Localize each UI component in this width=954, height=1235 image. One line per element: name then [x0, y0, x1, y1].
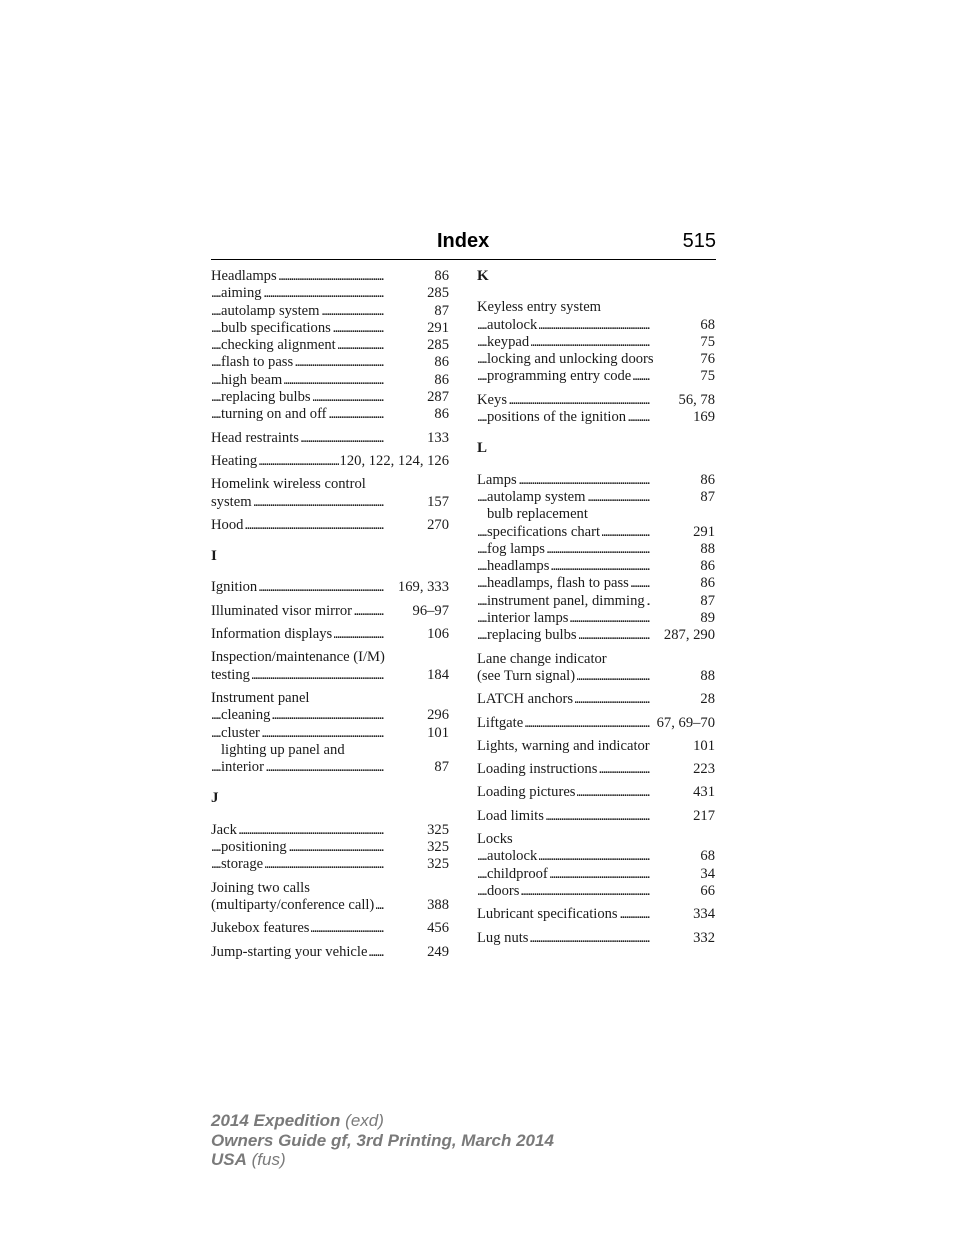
index-term: specifications chart [487, 523, 601, 540]
index-page-ref: 217 [693, 807, 715, 824]
index-term: Lug nuts [477, 929, 529, 946]
index-page-ref: 87 [434, 302, 449, 319]
index-subentry [211, 354, 449, 371]
index-page-ref: 285 [427, 337, 449, 354]
index-subentry [477, 848, 715, 865]
index-term: Lane change indicator [477, 650, 607, 667]
index-page-ref: 325 [427, 856, 449, 873]
index-entry [211, 430, 449, 447]
index-page-ref: 28 [700, 691, 715, 708]
index-term: Keys [477, 391, 507, 408]
index-page-ref: 56, 78 [678, 391, 715, 408]
index-term: programming entry code [487, 368, 632, 385]
index-term-line [477, 831, 715, 848]
index-term-line [477, 738, 715, 755]
index-term-line [211, 476, 449, 493]
index-subentry [477, 575, 715, 592]
index-term-line [477, 808, 715, 825]
index-term-line [477, 930, 715, 947]
index-term-line [211, 880, 449, 897]
index-page-ref: 75 [700, 368, 715, 385]
index-page-ref: 87 [434, 759, 449, 776]
index-term-line [211, 517, 449, 534]
index-section-letter: K [477, 268, 489, 284]
index-page-ref: 68 [700, 316, 715, 333]
index-entry [477, 906, 715, 923]
index-page-ref: 325 [427, 839, 449, 856]
index-term-line [477, 784, 715, 801]
index-page-ref: 88 [700, 540, 715, 557]
index-term: Heating [211, 452, 258, 469]
footer-market-code: (fus) [251, 1150, 286, 1169]
index-page-ref: 296 [427, 707, 449, 724]
index-page-ref: 101 [693, 737, 715, 754]
footer-guide: Owners Guide gf, 3rd Printing, March 2014 [211, 1130, 554, 1150]
index-term: lighting up panel and [221, 741, 345, 758]
index-term: doors [487, 882, 520, 899]
index-column-left [211, 262, 449, 961]
index-page-ref: 87 [700, 488, 715, 505]
index-page-ref: 67, 69–70 [656, 714, 715, 731]
index-page-ref: 169 [693, 409, 715, 426]
index-term-line [211, 268, 449, 285]
index-term: Locks [477, 831, 513, 848]
index-subentry [211, 303, 449, 320]
index-subentry [477, 541, 715, 558]
index-term: cluster [221, 724, 260, 741]
index-term: (multiparty/conference call) [211, 896, 375, 913]
index-page-ref: 68 [700, 848, 715, 865]
index-subentry [211, 389, 449, 406]
index-entry [477, 761, 715, 778]
index-entry [211, 603, 449, 620]
index-term-line [477, 906, 715, 923]
index-term: high beam [221, 371, 283, 388]
index-page-ref: 88 [700, 667, 715, 684]
index-term: aiming [221, 285, 262, 302]
index-page-ref: 86 [434, 371, 449, 388]
index-term: bulb specifications [221, 319, 331, 336]
index-page-ref: 325 [427, 821, 449, 838]
index-term: Information displays [211, 626, 333, 643]
index-term-line [211, 667, 449, 684]
index-subentry [211, 839, 449, 856]
index-section-letter: L [477, 440, 488, 457]
index-term: autolamp system [487, 488, 586, 505]
index-entry [211, 920, 449, 937]
index-term: interior lamps [487, 610, 569, 627]
index-term: fog lamps [487, 540, 545, 557]
index-entry [477, 299, 715, 385]
index-term-line [211, 920, 449, 937]
index-subentry [477, 883, 715, 900]
index-page-ref: 291 [427, 319, 449, 336]
index-page-ref: 76 [700, 351, 715, 368]
index-term: Headlamps [211, 268, 277, 284]
index-term-line [477, 472, 715, 489]
index-subentry [211, 406, 449, 423]
index-subentry [477, 866, 715, 883]
index-term: system [211, 493, 252, 510]
index-term: Loading pictures [477, 784, 576, 801]
index-term: testing [211, 666, 250, 683]
index-page-ref: 223 [693, 761, 715, 778]
index-term-line [211, 626, 449, 643]
index-entry [477, 715, 715, 732]
index-term: Head restraints [211, 429, 299, 446]
index-page-ref: 34 [700, 865, 715, 882]
index-subentry [477, 317, 715, 334]
page-footer [211, 1111, 554, 1170]
index-term: storage [221, 856, 264, 873]
index-term: Lubricant specifications [477, 906, 618, 923]
index-term-line [211, 944, 449, 961]
index-term: Jack [211, 821, 237, 838]
index-term-line [211, 430, 449, 447]
index-term: positioning [221, 839, 287, 856]
index-page-ref: 270 [427, 516, 449, 533]
index-subentry [477, 489, 715, 506]
index-page-ref: 106 [427, 626, 449, 643]
footer-line-3 [211, 1150, 554, 1170]
index-term: Lamps [477, 471, 517, 488]
index-term: Inspection/maintenance (I/M) [211, 649, 385, 666]
index-entry [477, 392, 715, 427]
index-entry [477, 808, 715, 825]
index-term-line [477, 392, 715, 409]
index-subentry [477, 368, 715, 385]
index-page-ref: 157 [427, 493, 449, 510]
index-term: keypad [487, 333, 530, 350]
index-term: (see Turn signal) [477, 667, 576, 684]
index-page-ref: 456 [427, 920, 449, 937]
index-page-ref: 86 [434, 268, 449, 284]
index-subentry [477, 593, 715, 610]
index-subentry [477, 610, 715, 627]
index-page-ref: 431 [693, 784, 715, 801]
index-page-ref: 87 [700, 592, 715, 609]
index-subentry [211, 372, 449, 389]
index-entry [477, 472, 715, 645]
index-term: checking alignment [221, 337, 336, 354]
index-entry [477, 784, 715, 801]
index-term-line [211, 649, 449, 666]
index-subentry [477, 506, 715, 523]
index-entry [211, 453, 449, 470]
index-term: instrument panel, dimming [487, 592, 645, 609]
index-term: Illuminated visor mirror [211, 602, 353, 619]
index-term-line [477, 715, 715, 732]
index-subentry [211, 707, 449, 724]
index-term-line [211, 453, 449, 470]
index-page-ref: 86 [700, 575, 715, 592]
index-term-line [211, 690, 449, 707]
footer-model: 2014 Expedition [211, 1111, 341, 1130]
index-term-line [211, 579, 449, 596]
index-page-ref: 184 [427, 666, 449, 683]
index-page-ref: 285 [427, 285, 449, 302]
index-term-line [211, 603, 449, 620]
index-entry [211, 690, 449, 776]
index-subentry [477, 627, 715, 644]
index-subentry [211, 337, 449, 354]
index-subentry [211, 725, 449, 742]
index-term: Instrument panel [211, 689, 310, 706]
index-column-right [477, 262, 715, 947]
index-term: headlamps, flash to pass [487, 575, 629, 592]
index-page-ref: 89 [700, 610, 715, 627]
index-entry [211, 268, 449, 424]
index-subentry [211, 759, 449, 776]
index-term: Loading instructions [477, 761, 598, 778]
page-title: Index [437, 230, 490, 252]
index-term-line [477, 668, 715, 685]
index-subentry [211, 742, 449, 759]
index-subentry [477, 334, 715, 351]
index-term: replacing bulbs [487, 627, 577, 644]
index-entry [211, 880, 449, 915]
index-term: childproof [487, 865, 548, 882]
index-term: Liftgate [477, 714, 524, 731]
index-page-ref: 133 [427, 429, 449, 446]
index-entry [211, 822, 449, 874]
index-page-ref: 287 [427, 389, 449, 406]
index-term: headlamps [487, 558, 550, 575]
index-subentry [211, 320, 449, 337]
index-term: Load limits [477, 807, 544, 824]
index-term-line [211, 897, 449, 914]
index-section-letter: I [211, 548, 217, 565]
index-entry [211, 649, 449, 684]
index-term: autolamp system [221, 302, 320, 319]
index-term: turning on and off [221, 406, 327, 423]
index-term: Keyless entry system [477, 299, 602, 316]
index-page-ref: 86 [434, 406, 449, 423]
index-term: autolock [487, 848, 538, 865]
index-term-line [477, 651, 715, 668]
page-header [211, 228, 716, 260]
index-page-ref: 75 [700, 333, 715, 350]
index-entry [211, 579, 449, 596]
index-page-ref: 249 [427, 943, 449, 960]
index-page-ref: 388 [427, 896, 449, 913]
index-page-ref: 66 [700, 882, 715, 899]
index-term: autolock [487, 316, 538, 333]
index-entry [477, 831, 715, 900]
index-subentry [211, 856, 449, 873]
footer-model-code: (exd) [345, 1111, 384, 1130]
index-subentry [477, 558, 715, 575]
index-term: Ignition [211, 579, 258, 596]
index-term-line [477, 761, 715, 778]
index-term: Jukebox features [211, 920, 310, 937]
index-page-ref: 334 [693, 906, 715, 923]
index-entry [211, 944, 449, 961]
index-entry [211, 517, 449, 534]
index-term: replacing bulbs [221, 389, 311, 406]
index-term-line [211, 494, 449, 511]
index-page-ref: 101 [427, 724, 449, 741]
index-term: locking and unlocking doors [487, 351, 654, 368]
index-page-ref: 169, 333 [397, 579, 449, 596]
index-term: Homelink wireless control [211, 476, 366, 493]
index-term: positions of the ignition [487, 409, 627, 426]
index-page-ref: 291 [693, 523, 715, 540]
index-entry [477, 738, 715, 755]
index-page-ref: 332 [693, 929, 715, 946]
index-page-ref: 287, 290 [663, 627, 715, 644]
index-entry [477, 930, 715, 947]
index-term-line [477, 299, 715, 316]
index-term: Lights, warning and indicator [477, 737, 650, 754]
index-term: cleaning [221, 707, 271, 724]
index-entry [211, 626, 449, 643]
index-page-ref: 96–97 [412, 602, 449, 619]
index-entry [477, 691, 715, 708]
index-term: Jump-starting your vehicle [211, 943, 368, 960]
index-page-ref: 86 [700, 471, 715, 488]
index-term: interior [221, 759, 264, 776]
index-term: bulb replacement [487, 506, 588, 523]
footer-line-1 [211, 1111, 554, 1131]
page-number: 515 [682, 230, 716, 252]
index-page-ref: 120, 122, 124, 126 [339, 452, 449, 469]
index-subentry [477, 524, 715, 541]
index-subentry [211, 285, 449, 302]
index-term-line [477, 691, 715, 708]
index-entry [211, 476, 449, 511]
footer-line-2 [211, 1131, 554, 1151]
index-term: Hood [211, 516, 244, 533]
index-page-ref: 86 [700, 558, 715, 575]
index-term: Joining two calls [211, 879, 310, 896]
index-term: flash to pass [221, 354, 294, 371]
index-subentry [477, 351, 715, 368]
footer-market: USA [211, 1150, 247, 1169]
index-term: LATCH anchors [477, 691, 574, 708]
index-section-letter: J [211, 790, 219, 807]
index-term-line [211, 822, 449, 839]
index-entry [477, 651, 715, 686]
index-page-ref: 86 [434, 354, 449, 371]
index-subentry [477, 409, 715, 426]
